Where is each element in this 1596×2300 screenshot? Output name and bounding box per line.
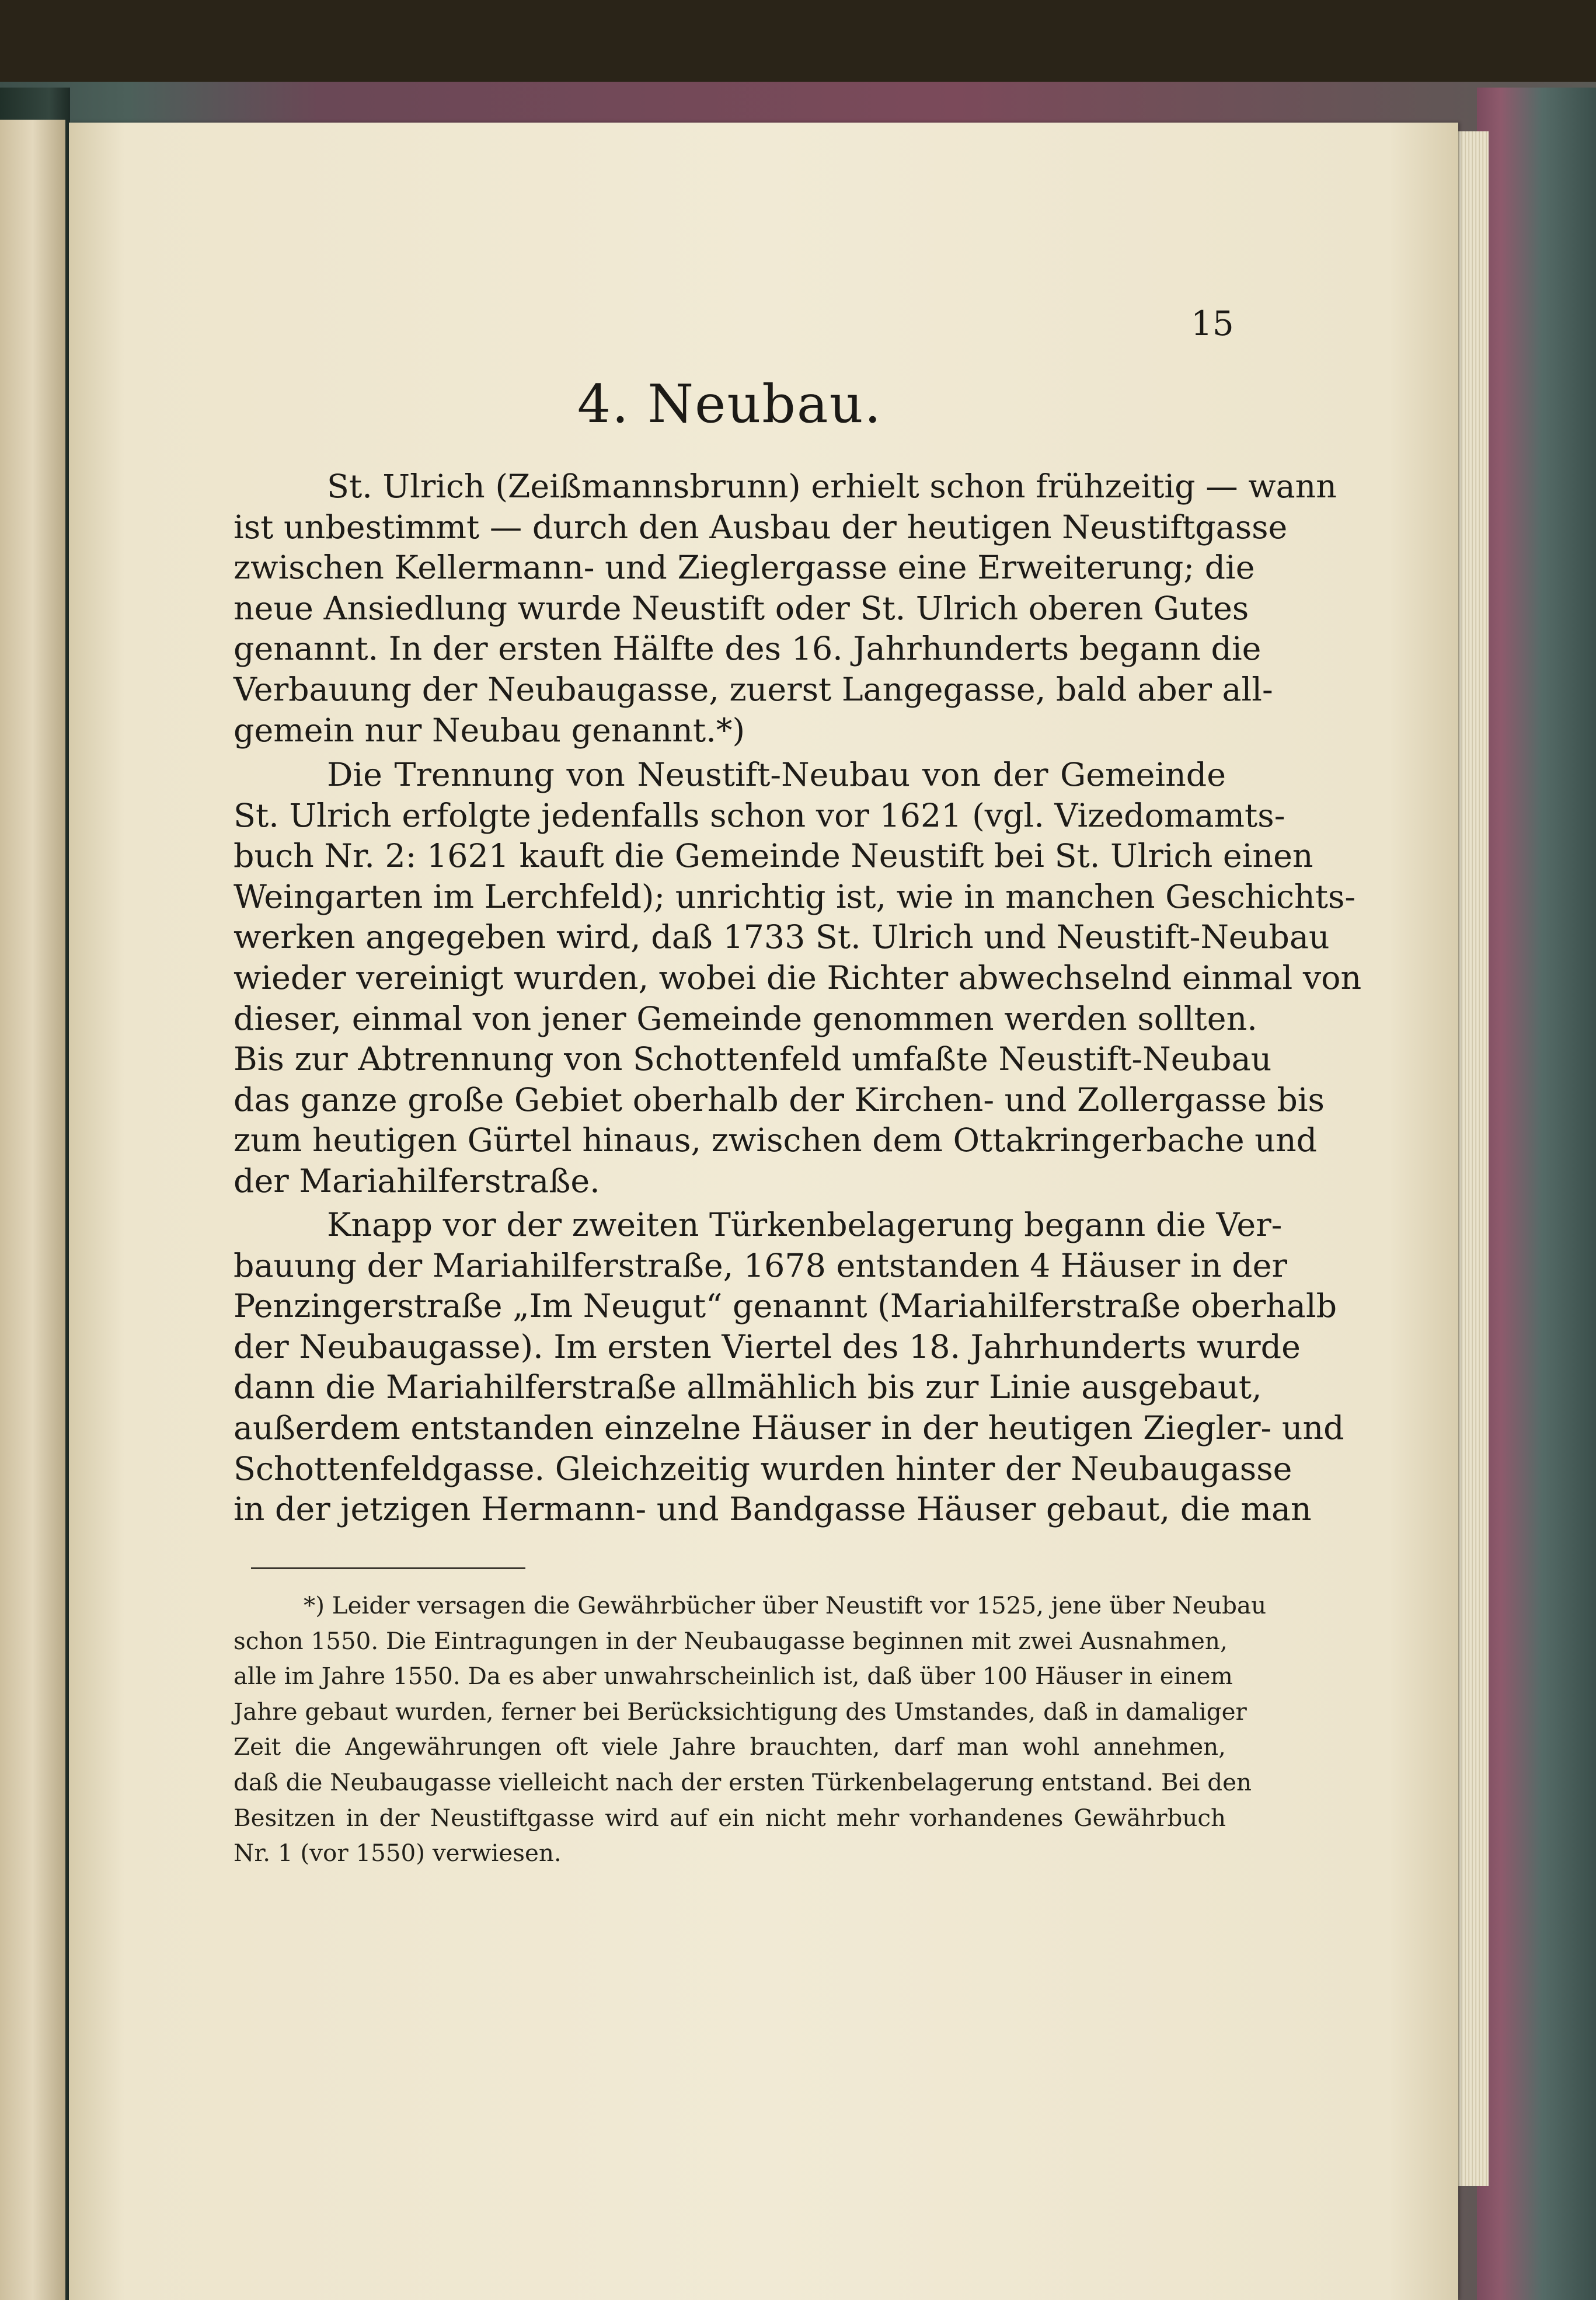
text-line: gemein nur Neubau genannt.*) [234,712,745,750]
text-line: wieder vereinigt wurden, wobei die Richter abwechselnd einmal von [234,959,1362,997]
footnote-line: daß die Neubaugasse vielleicht nach der ersten Türkenbelagerung entstand. Bei den [234,1768,1252,1796]
text-line: Die Trennung von Neustift-Neubau von der Gemeinde [327,757,1226,794]
text-line: genannt. In der ersten Hälfte des 16. Jahrhunderts begann die [234,630,1262,668]
text-line: der Mariahilferstraße. [234,1162,600,1200]
text-line: neue Ansiedlung wurde Neustift oder St. Ulrich oberen Gutes [234,590,1249,628]
text-line: Weingarten im Lerchfeld); unrichtig ist, wie in manchen Geschichts- [234,878,1356,916]
text-line: dann die Mariahilferstraße allmählich bis zur Linie ausgebaut, [234,1369,1262,1407]
text-line: St. Ulrich erfolgte jedenfalls schon vor 1621 (vgl. Vizedomamts- [234,797,1285,835]
text-line: in der jetzigen Hermann- und Bandgasse Häuser gebaut, die man [234,1491,1312,1529]
left-page-edge [0,120,65,2300]
text-line: Schottenfeldgasse. Gleichzeitig wurden hinter der Neubaugasse [234,1450,1292,1488]
text-line: dieser, einmal von jener Gemeinde genommen werden sollten. [234,1000,1257,1038]
footnote-line: Besitzen in der Neustiftgasse wird auf ein nicht mehr vorhandenes Gewährbuch [234,1803,1226,1832]
text-line: zum heutigen Gürtel hinaus, zwischen dem Ottakringerbache und [234,1122,1318,1160]
paragraph-2 [234,755,1362,1203]
text-line: außerdem entstanden einzelne Häuser in der heutigen Ziegler- und [234,1409,1344,1447]
footnote-line: *) Leider versagen die Gewährbücher über Neustift vor 1525, jene über Neubau [304,1591,1267,1619]
text-line: St. Ulrich (Zeißmannsbrunn) erhielt schon frühzeitig — wann [327,468,1337,506]
page-number: 15 [1191,304,1234,343]
right-cover-binding [1477,88,1596,2300]
text-line: zwischen Kellermann- und Zieglergasse eine Erweiterung; die [234,549,1255,587]
text-line: Bis zur Abtrennung von Schottenfeld umfaßte Neustift-Neubau [234,1041,1272,1079]
footnote-divider [251,1567,525,1569]
footnote-line: Jahre gebaut wurden, ferner bei Berücksichtigung des Umstandes, daß in damaliger [234,1697,1247,1726]
text-line: Penzingerstraße „Im Neugut“ genannt (Mariahilferstraße oberhalb [234,1288,1337,1326]
footnote-line: Zeit die Angewährungen oft viele Jahre brauchten, darf man wohl annehmen, [234,1733,1226,1761]
footnote [234,1588,1267,1871]
text-line: werken angegeben wird, daß 1733 St. Ulrich und Neustift-Neubau [234,919,1330,957]
footnote-line: alle im Jahre 1550. Da es aber unwahrscheinlich ist, daß über 100 Häuser in einem [234,1662,1233,1691]
text-line: Verbauung der Neubaugasse, zuerst Langegasse, bald aber all- [234,671,1273,709]
text-line: bauung der Mariahilferstraße, 1678 entstanden 4 Häuser in der [234,1247,1287,1285]
paragraph-1 [234,467,1337,751]
text-line: der Neubaugasse). Im ersten Viertel des 18. Jahrhunderts wurde [234,1328,1301,1366]
text-line: Knapp vor der zweiten Türkenbelagerung begann die Ver- [327,1207,1283,1244]
paragraph-3 [234,1205,1344,1531]
text-line: buch Nr. 2: 1621 kauft die Gemeinde Neustift bei St. Ulrich einen [234,838,1313,876]
footnote-line: Nr. 1 (vor 1550) verwiesen. [234,1839,562,1867]
footnote-line: schon 1550. Die Eintragungen in der Neubaugasse beginnen mit zwei Ausnahmen, [234,1626,1228,1655]
text-line: das ganze große Gebiet oberhalb der Kirchen- und Zollergasse bis [234,1081,1325,1119]
text-line: ist unbestimmt — durch den Ausbau der heutigen Neustiftgasse [234,508,1288,546]
chapter-title: 4. Neubau. [577,374,883,435]
